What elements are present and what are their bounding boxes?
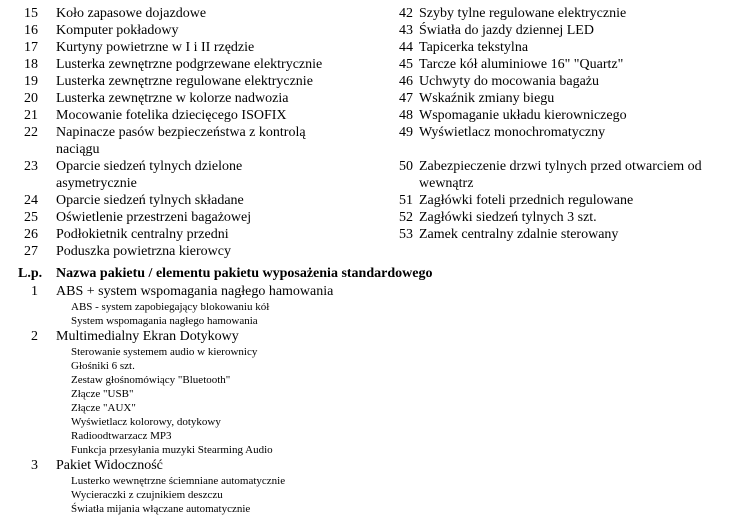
equipment-number: 44 — [399, 40, 413, 55]
package-item: System wspomagania nagłego hamowania — [71, 315, 258, 327]
equipment-cell-left — [0, 243, 377, 260]
package-title-row — [0, 283, 755, 300]
package-group — [0, 457, 755, 516]
equipment-cell-left — [0, 226, 377, 243]
equipment-row — [0, 243, 755, 260]
equipment-cell-left — [0, 90, 377, 107]
package-items — [0, 474, 755, 516]
equipment-number: 46 — [399, 74, 413, 89]
package-item: Światła mijania włączane automatycznie — [71, 503, 251, 515]
package-title-row — [0, 328, 755, 345]
equipment-cell-right — [378, 107, 755, 124]
equipment-name: Mocowanie fotelika dziecięcego ISOFIX — [56, 108, 287, 123]
equipment-row — [0, 39, 755, 56]
equipment-number: 24 — [24, 193, 38, 208]
equipment-cell-right — [378, 124, 755, 158]
equipment-row — [0, 192, 755, 209]
equipment-name: Tarcze kół aluminiowe 16" "Quartz" — [419, 57, 624, 72]
package-items — [0, 345, 755, 457]
package-group — [0, 283, 755, 328]
equipment-cell-left — [0, 107, 377, 124]
equipment-name: Zagłówki siedzeń tylnych 3 szt. — [419, 210, 597, 225]
package-item: Wyświetlacz kolorowy, dotykowy — [71, 416, 221, 428]
equipment-number: 26 — [24, 227, 38, 242]
equipment-cell-right — [378, 243, 755, 260]
package-item: Funkcja przesyłania muzyki Stearming Audio — [71, 444, 273, 456]
equipment-row — [0, 90, 755, 107]
equipment-number: 27 — [24, 244, 38, 259]
equipment-number: 19 — [24, 74, 38, 89]
equipment-name: Lusterka zewnętrzne w kolorze nadwozia — [56, 91, 289, 106]
package-item: Radioodtwarzacz MP3 — [71, 430, 172, 442]
equipment-cell-right — [378, 90, 755, 107]
equipment-name: Podłokietnik centralny przedni — [56, 227, 229, 242]
equipment-name: Napinacze pasów bezpieczeństwa z kontrolą naciągu — [56, 125, 306, 157]
equipment-name: Lusterka zewnętrzne regulowane elektrycznie — [56, 74, 313, 89]
equipment-name: Poduszka powietrzna kierowcy — [56, 244, 231, 259]
package-items — [0, 300, 755, 328]
equipment-name: Wspomaganie układu kierowniczego — [419, 108, 627, 123]
equipment-number: 23 — [24, 159, 38, 174]
equipment-number: 17 — [24, 40, 38, 55]
package-item: Głośniki 6 szt. — [71, 360, 135, 372]
equipment-number: 53 — [399, 227, 413, 242]
equipment-row — [0, 56, 755, 73]
equipment-cell-right — [378, 22, 755, 39]
equipment-name: Tapicerka tekstylna — [419, 40, 529, 55]
equipment-name: Wskaźnik zmiany biegu — [419, 91, 555, 106]
package-title: Multimedialny Ekran Dotykowy — [56, 329, 239, 344]
packages-section — [0, 265, 755, 516]
equipment-number: 48 — [399, 108, 413, 123]
equipment-name: Lusterka zewnętrzne podgrzewane elektrycznie — [56, 57, 323, 72]
packages-list — [0, 283, 755, 516]
equipment-name: Oparcie siedzeń tylnych dzielone asymetrycznie — [56, 159, 243, 191]
package-title: Pakiet Widoczność — [56, 458, 163, 473]
equipment-cell-right — [378, 226, 755, 243]
equipment-cell-right — [378, 5, 755, 22]
equipment-number: 22 — [24, 125, 38, 140]
equipment-name: Wyświetlacz monochromatyczny — [419, 125, 606, 140]
package-item: Lusterko wewnętrzne ściemniane automatycznie — [71, 475, 286, 487]
equipment-row — [0, 158, 755, 192]
equipment-number: 47 — [399, 91, 413, 106]
equipment-cell-right — [378, 209, 755, 226]
equipment-name: Komputer pokładowy — [56, 23, 179, 38]
equipment-list — [0, 5, 755, 260]
equipment-row — [0, 5, 755, 22]
equipment-name: Zabezpieczenie drzwi tylnych przed otwarciem od wewnątrz — [419, 159, 702, 191]
equipment-number: 18 — [24, 57, 38, 72]
equipment-cell-left — [0, 22, 377, 39]
equipment-row — [0, 124, 755, 158]
equipment-number: 25 — [24, 210, 38, 225]
package-item: Złącze "USB" — [71, 388, 134, 400]
equipment-number: 50 — [399, 159, 413, 174]
equipment-number: 51 — [399, 193, 413, 208]
equipment-number: 16 — [24, 23, 38, 38]
equipment-row — [0, 107, 755, 124]
equipment-number: 45 — [399, 57, 413, 72]
package-number: 2 — [31, 329, 38, 344]
package-title: ABS + system wspomagania nagłego hamowania — [56, 284, 334, 299]
package-number: 1 — [31, 284, 38, 299]
equipment-number: 20 — [24, 91, 38, 106]
equipment-cell-left — [0, 209, 377, 226]
equipment-name: Uchwyty do mocowania bagażu — [419, 74, 599, 89]
equipment-cell-right — [378, 56, 755, 73]
equipment-name: Zagłówki foteli przednich regulowane — [419, 193, 634, 208]
package-item: Wycieraczki z czujnikiem deszczu — [71, 489, 223, 501]
packages-header-title: Nazwa pakietu / elementu pakietu wyposażenia standardowego — [56, 266, 433, 281]
equipment-number: 43 — [399, 23, 413, 38]
equipment-name: Kurtyny powietrzne w I i II rzędzie — [56, 40, 255, 55]
equipment-number: 15 — [24, 6, 38, 21]
equipment-row — [0, 22, 755, 39]
equipment-cell-right — [378, 39, 755, 56]
equipment-cell-right — [378, 158, 755, 192]
equipment-cell-right — [378, 73, 755, 90]
equipment-number: 49 — [399, 125, 413, 140]
equipment-cell-left — [0, 39, 377, 56]
equipment-name: Światła do jazdy dziennej LED — [419, 23, 594, 38]
equipment-cell-left — [0, 5, 377, 22]
equipment-number: 42 — [399, 6, 413, 21]
package-item: Zestaw głośnomówiący "Bluetooth" — [71, 374, 231, 386]
package-item: Złącze "AUX" — [71, 402, 136, 414]
equipment-number: 52 — [399, 210, 413, 225]
equipment-name: Oświetlenie przestrzeni bagażowej — [56, 210, 252, 225]
equipment-cell-right — [378, 192, 755, 209]
equipment-cell-left — [0, 56, 377, 73]
equipment-cell-left — [0, 124, 377, 158]
equipment-cell-left — [0, 158, 377, 192]
equipment-cell-left — [0, 73, 377, 90]
equipment-cell-left — [0, 192, 377, 209]
package-item: Sterowanie systemem audio w kierownicy — [71, 346, 258, 358]
equipment-row — [0, 209, 755, 226]
equipment-number: 21 — [24, 108, 38, 123]
equipment-name: Zamek centralny zdalnie sterowany — [419, 227, 619, 242]
equipment-row — [0, 226, 755, 243]
package-item: ABS - system zapobiegający blokowaniu kół — [71, 301, 270, 313]
packages-header — [0, 265, 755, 283]
equipment-name: Koło zapasowe dojazdowe — [56, 6, 207, 21]
equipment-name: Szyby tylne regulowane elektrycznie — [419, 6, 627, 21]
package-number: 3 — [31, 458, 38, 473]
packages-header-lp: L.p. — [18, 266, 43, 281]
equipment-row — [0, 73, 755, 90]
equipment-name: Oparcie siedzeń tylnych składane — [56, 193, 244, 208]
package-title-row — [0, 457, 755, 474]
package-group — [0, 328, 755, 457]
